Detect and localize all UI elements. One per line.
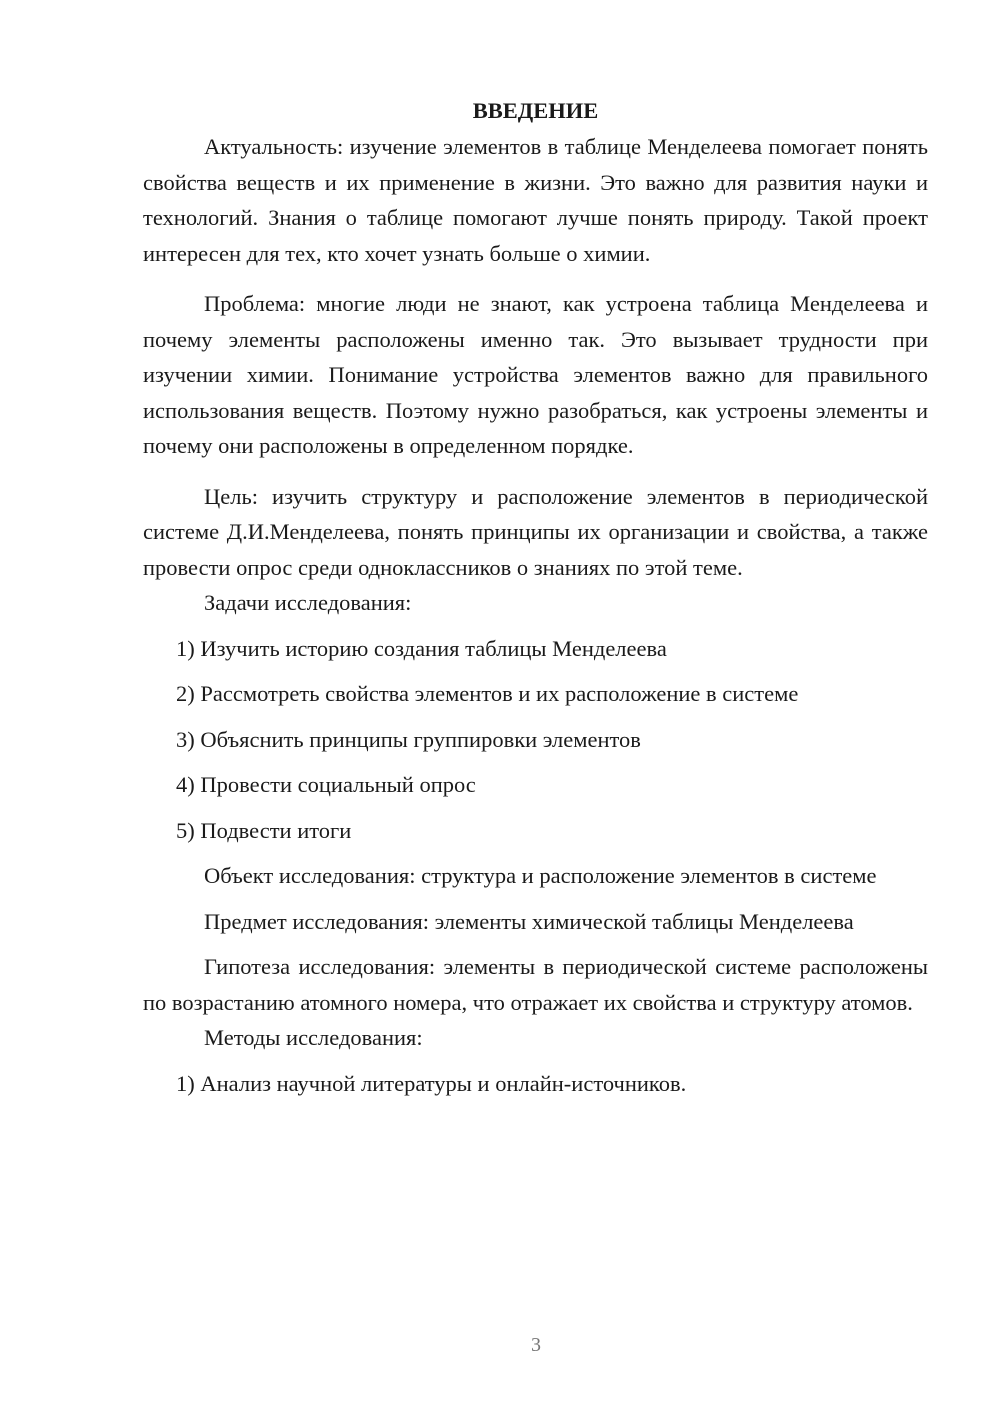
list-item: 4) Провести социальный опрос [176,772,476,797]
methods-list [143,1066,928,1102]
page-number: 3 [531,1334,541,1356]
list-item: 2) Рассмотреть свойства элементов и их расположение в системе [176,681,799,706]
list-item: 1) Анализ научной литературы и онлайн-источников. [176,1070,687,1096]
goal-paragraph: Цель: изучить структуру и расположение элементов в периодической системе Д.И.Менделеева, понять принципы их организации и свойства, а также провести опрос среди одноклассников о знаниях по этой теме. [143,483,928,580]
problem-paragraph: Проблема: многие люди не знают, как устроена таблица Менделеева и почему элементы расположены именно так. Это вызывает трудности при изучении химии. Понимание устройства элементов важно для правильного использования веществ. Поэтому нужно разобраться, как устроены элементы и почему они расположены в определенном порядке. [143,291,928,458]
object-paragraph: Объект исследования: структура и расположение элементов в системе [204,863,877,888]
tasks-heading: Задачи исследования: [204,590,412,615]
list-item: 3) Объяснить принципы группировки элементов [176,726,641,752]
methods-heading: Методы исследования: [204,1025,423,1050]
hypothesis-paragraph: Гипотеза исследования: элементы в периодической системе расположены по возрастанию атомного номера, что отражает их свойства и структуру атомов. [143,954,928,1015]
list-item: 1) Изучить историю создания таблицы Менделеева [176,635,667,661]
page-content [143,93,928,1101]
subject-paragraph: Предмет исследования: элементы химической таблицы Менделеева [204,908,854,934]
tasks-list [143,631,928,849]
relevance-paragraph: Актуальность: изучение элементов в таблице Менделеева помогает понять свойства веществ и их применение в жизни. Это важно для развития науки и технологий. Знания о таблице помогают лучше понять природу. Такой проект интересен для тех, кто хочет узнать больше о химии. [143,134,928,266]
list-item: 5) Подвести итоги [176,817,352,843]
page-title: ВВЕДЕНИЕ [472,98,599,123]
